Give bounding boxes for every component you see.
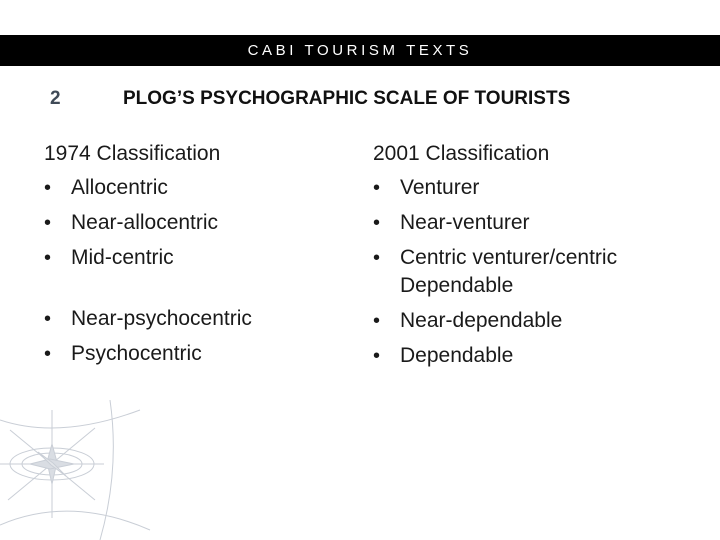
list-item: • Psychocentric: [44, 340, 344, 368]
slide-number: 2: [50, 88, 61, 109]
top-margin: [0, 0, 720, 35]
header-banner: [0, 35, 720, 66]
list-item: • Near-allocentric: [44, 209, 344, 237]
column-heading-1974: 1974 Classification: [44, 142, 221, 165]
slide-title: PLOG’S PSYCHOGRAPHIC SCALE OF TOURISTS: [123, 88, 571, 109]
list-item: • Near-venturer: [373, 209, 693, 237]
list-item: • Venturer: [373, 174, 693, 202]
classification-2001-column: [373, 140, 693, 377]
classification-1974-column: [44, 140, 344, 375]
classification-1974-list-a: [44, 174, 344, 272]
list-item: • Dependable: [373, 342, 693, 370]
list-item-line: Centric venturer/centric: [400, 246, 618, 269]
column-heading-2001: 2001 Classification: [373, 142, 550, 165]
list-item: • Allocentric: [44, 174, 344, 202]
classification-1974-list-b: [44, 305, 344, 368]
list-item: • Mid-centric: [44, 244, 344, 272]
list-item: • Near-dependable: [373, 307, 693, 335]
list-item: [373, 244, 693, 300]
banner-text: CABI TOURISM TEXTS: [247, 42, 473, 59]
classification-2001-list: [373, 174, 693, 370]
list-item-line-continued: Dependable: [400, 274, 514, 297]
list-item: • Near-psychocentric: [44, 305, 344, 333]
compass-rose-icon: [0, 400, 160, 540]
